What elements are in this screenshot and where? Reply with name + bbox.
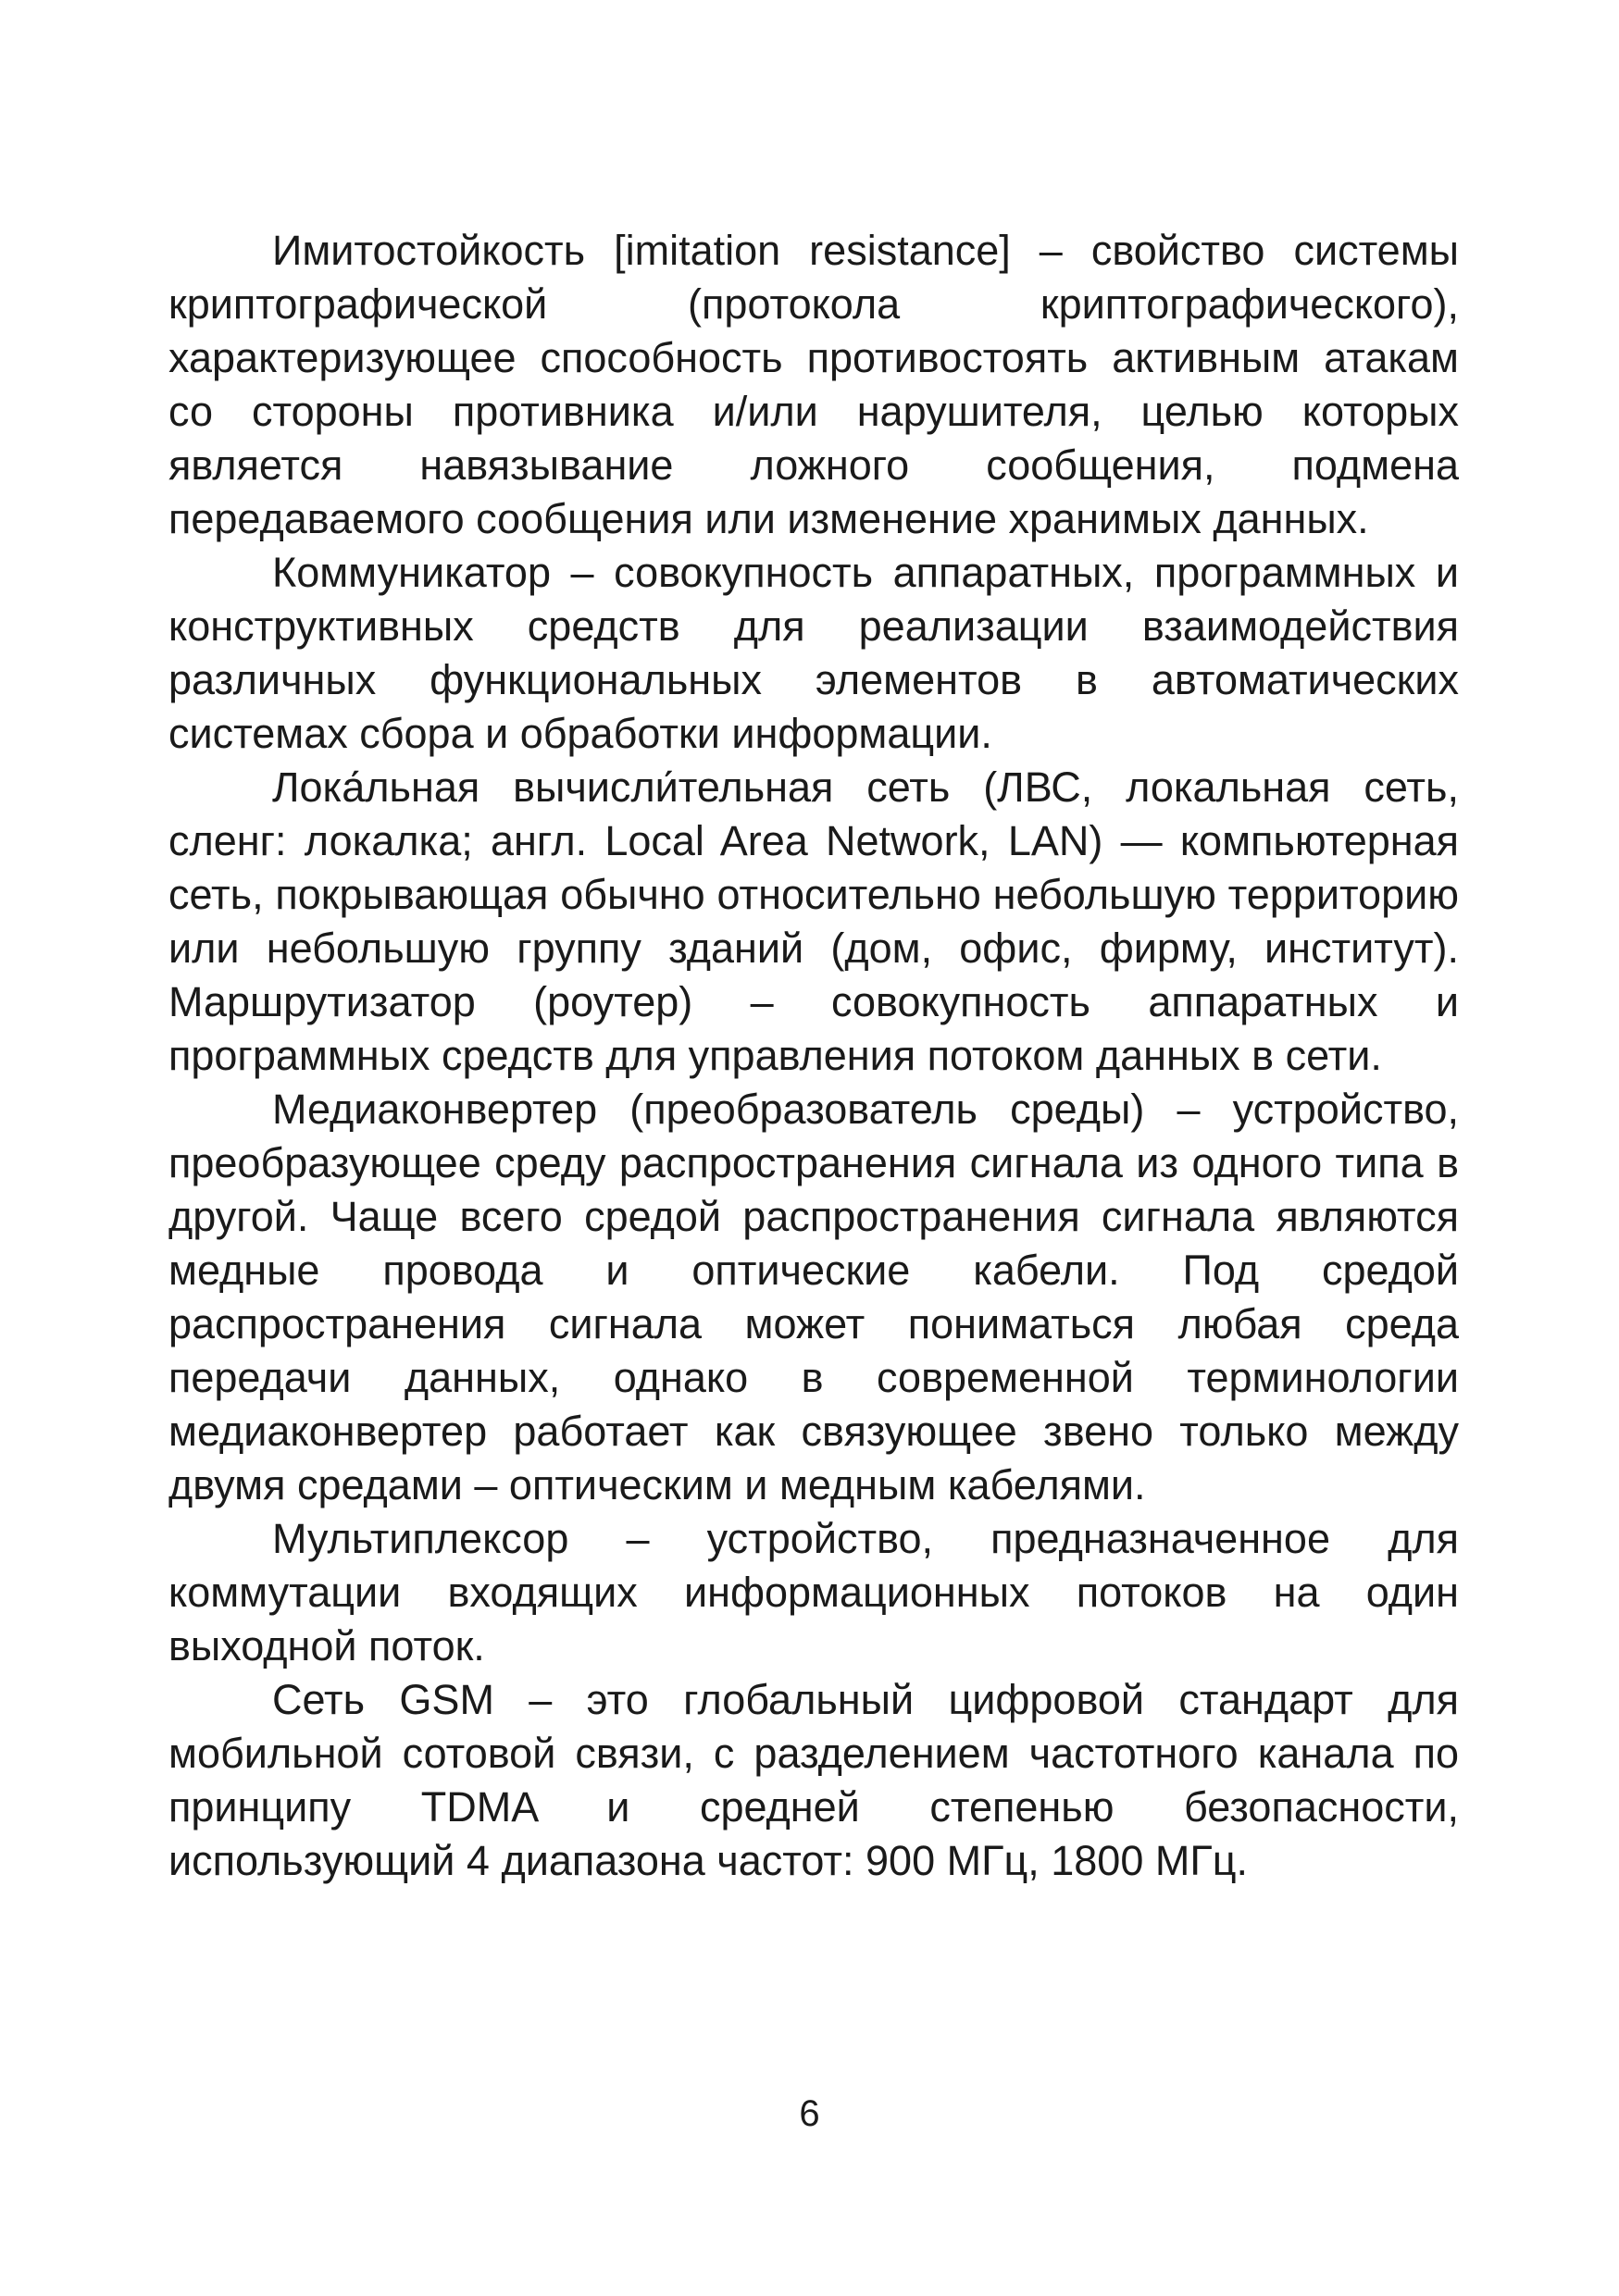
paragraph-multiplexer: Мультиплексор – устройство, предназначенное для коммутации входящих информационных потоков на один выходной поток. — [168, 1515, 1459, 1669]
paragraph-communicator: Коммуникатор – совокупность аппаратных, программных и конструктивных средств для реализации взаимодействия различных функциональных элементов в автоматических системах сбора и обработки информации. — [168, 549, 1459, 757]
paragraph-lan: Лока́льная вычисли́тельная сеть (ЛВС, локальная сеть, сленг: локалка; англ. Local Area Network, LAN) — компьютерная сеть, покрывающая обычно относительно небольшую территорию или небольшую группу зданий (дом, офис, фирму, институт). Маршрутизатор (роутер) – совокупность аппаратных и программных средств для управления потоком данных в сети. — [168, 763, 1459, 1079]
paragraph-gsm: Сеть GSM – это глобальный цифровой стандарт для мобильной сотовой связи, с разделением частотного канала по принципу TDMA и средней степенью безопасности, использующий 4 диапазона частот: 900 МГц, 1800 МГц. — [168, 1676, 1459, 1884]
page-body — [168, 224, 1459, 1888]
paragraph-imitation-resistance: Имитостойкость [imitation resistance] – свойство системы криптографической (протокола криптографического), характеризующее способность противостоять активным атакам со стороны противника и/или нарушителя, целью которых является навязывание ложного сообщения, подмена передаваемого сообщения или изменение хранимых данных. — [168, 227, 1459, 542]
page-number: 6 — [799, 2093, 820, 2134]
paragraph-media-converter: Медиаконвертер (преобразователь среды) – устройство, преобразующее среду распространения сигнала из одного типа в другой. Чаще всего средой распространения сигнала являются медные провода и оптические кабели. Под средой распространения сигнала может пониматься любая среда передачи данных, однако в современной терминологии медиаконвертер работает как связующее звено только между двумя средами – оптическим и медным кабелями. — [168, 1086, 1459, 1508]
